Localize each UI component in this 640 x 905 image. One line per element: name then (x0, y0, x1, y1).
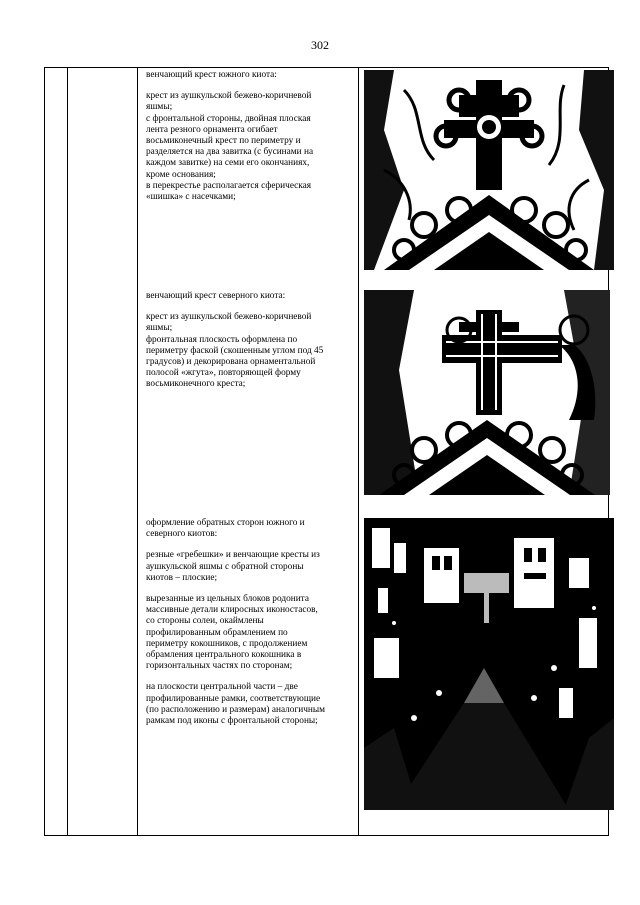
row-paragraph: крест из аушкульской бежево-коричневой яшмы; с фронтальной стороны, двойная плоская лента резного орнамента огибает восьмиконечный крест по периметру и разделяется на два завитка (с бусинами на каждом завитке) на семи его окончаниях, кроме основания; в перекрестье располагается сферическая «шишка» с насечками; (146, 91, 314, 203)
row-heading: венчающий крест южного киота: (146, 70, 277, 80)
row-paragraph: крест из аушкульской бежево-коричневой яшмы; фронтальная плоскость оформлена по периметру фаской (скошенным углом под 45 градусов) и декорирована орнаментальной полосой «жгута», повторяющей форму восьмиконечного креста; (146, 312, 324, 390)
table-column-divider (137, 67, 138, 836)
back-sides-photo (364, 518, 614, 810)
row-south-cross-text (146, 70, 351, 213)
row-paragraph: вырезанные из цельных блоков родонита массивные детали клиросных иконостасов, со стороны солеи, окаймлены профилированным обрамлением по периметру кокошников, с продолжением обрамления центрального кокошника в горизонтальных частях по сторонам; (146, 594, 318, 672)
table-column-divider (67, 67, 68, 836)
row-heading: оформление обратных сторон южного и северного киотов: (146, 518, 305, 540)
row-back-sides-text (146, 518, 351, 737)
row-heading: венчающий крест северного киота: (146, 291, 286, 301)
row-paragraph: на плоскости центральной части – две профилированные рамки, соответствующие (по расположению и размерам) аналогичным рамкам под иконы с фронтальной стороны; (146, 682, 326, 727)
page-number: 302 (311, 38, 329, 52)
row-paragraph: резные «гребешки» и венчающие кресты из аушкульской яшмы с обратной стороны киотов – плоские; (146, 550, 320, 583)
row-north-cross-text (146, 291, 351, 401)
south-cross-photo (364, 70, 614, 270)
north-cross-photo (364, 290, 610, 495)
table-column-divider (358, 67, 359, 836)
